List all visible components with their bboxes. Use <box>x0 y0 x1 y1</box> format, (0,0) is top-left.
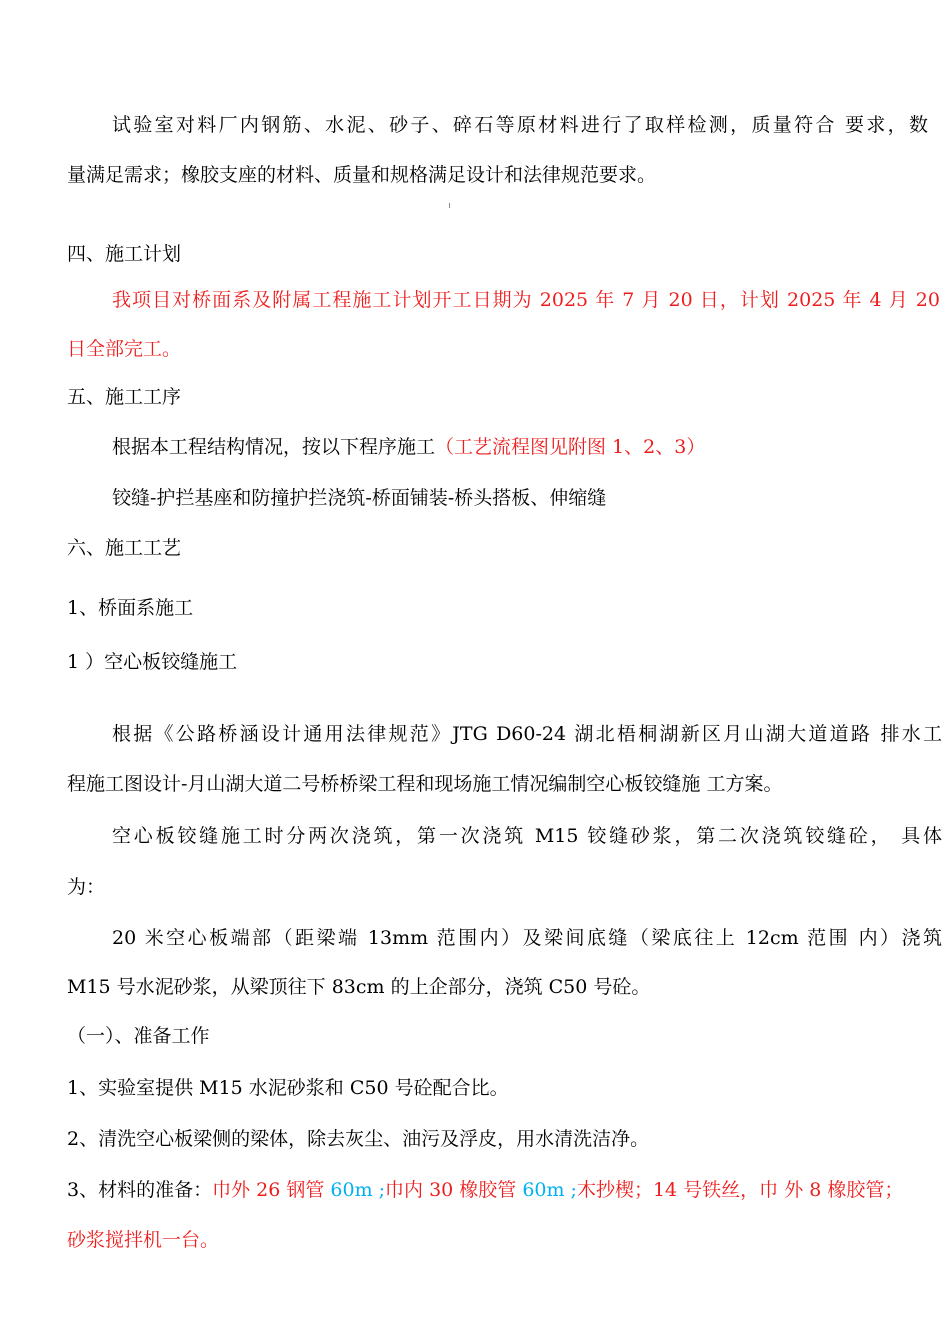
section-5-flowchart-ref: （工艺流程图见附图 1、2、3） <box>435 436 706 458</box>
section-5-line-2: 铰缝-护拦基座和防撞护拦浇筑-桥面铺装-桥头搭板、伸缩缝 <box>112 487 607 509</box>
section-4-heading: 四、施工计划 <box>67 243 182 265</box>
detail-line-2: M15 号水泥砂浆，从梁顶往下 83cm 的上企部分，浇筑 C50 号砼。 <box>67 976 651 998</box>
pour-line-1: 空心板铰缝施工时分两次浇筑，第一次浇筑 M15 铰缝砂浆，第二次浇筑铰缝砼， 具体 <box>112 825 942 847</box>
section-6-heading: 六、施工工艺 <box>67 537 182 559</box>
section-6-sub-1: 1、桥面系施工 <box>67 597 194 619</box>
basis-line-2: 程施工图设计-月山湖大道二号桥桥梁工程和现场施工情况编制空心板铰缝施 工方案。 <box>67 773 783 795</box>
prep-item-3-steel-pipe: 巾外 26 钢管 <box>212 1179 331 1201</box>
pour-line-2: 为： <box>67 876 106 898</box>
section-4-line-2: 日全部完工。 <box>67 338 182 360</box>
prep-item-3-steel-pipe-length: 60m ; <box>330 1179 386 1201</box>
section-4-line-1: 我项目对桥面系及附属工程施工计划开工日期为 2025 年 7 月 20 日，计划 2025 年 4 月 20 <box>112 289 940 311</box>
prep-item-3-rubber-tube-length: 60m ; <box>522 1179 577 1201</box>
basis-line-1: 根据《公路桥涵设计通用法律规范》JTG D60-24 湖北梧桐湖新区月山湖大道道路 排水工 <box>112 723 942 745</box>
prep-heading: （一）、准备工作 <box>67 1025 210 1047</box>
materials-line-1: 试验室对料厂内钢筋、水泥、砂子、碎石等原材料进行了取样检测，质量符合 要求，数 <box>112 114 928 136</box>
materials-line-2: 量满足需求；橡胶支座的材料、质量和规格满足设计和法律规范要求。 <box>67 164 657 186</box>
prep-item-3 <box>67 1177 950 1203</box>
prep-item-3-rubber-tube: 巾内 30 橡胶管 <box>385 1179 523 1201</box>
section-6-sub-1-1: 1 ）空心板铰缝施工 <box>67 651 238 673</box>
page-mark <box>449 203 450 208</box>
prep-item-3-line-2: 砂浆搅拌机一台。 <box>67 1229 220 1251</box>
prep-item-2: 2、清洗空心板梁侧的梁体，除去灰尘、油污及浮皮，用水清洗洁净。 <box>67 1128 650 1150</box>
prep-item-3-other-materials: 木抄楔；14 号铁丝，巾 外 8 橡胶管； <box>576 1179 904 1201</box>
section-5-heading: 五、施工工序 <box>67 386 182 408</box>
section-5-line-1-text: 根据本工程结构情况，按以下程序施工 <box>112 436 436 458</box>
section-5-line-1 <box>112 434 950 460</box>
prep-item-3-label: 3、材料的准备： <box>67 1179 213 1201</box>
prep-item-1: 1、实验室提供 M15 水泥砂浆和 C50 号砼配合比。 <box>67 1077 509 1099</box>
detail-line-1: 20 米空心板端部（距梁端 13mm 范围内）及梁间底缝（梁底往上 12cm 范围 内）浇筑 <box>112 927 942 949</box>
